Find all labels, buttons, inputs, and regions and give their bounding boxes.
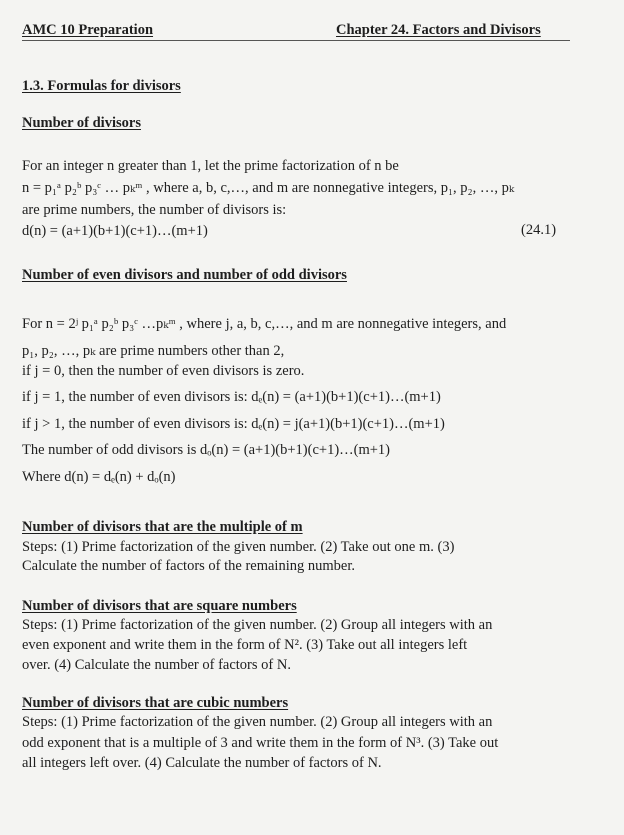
heading-even-odd-divisors: Number of even divisors and number of odd divisors xyxy=(22,267,347,283)
heading-square-numbers: Number of divisors that are square numbers xyxy=(22,598,297,614)
equation-number: (24.1) xyxy=(521,222,557,238)
header-left: AMC 10 Preparation xyxy=(22,22,154,38)
section-title: 1.3. Formulas for divisors xyxy=(22,78,181,94)
even-odd-line-3: if j = 0, then the number of even divisors is zero. xyxy=(22,363,305,379)
cubic-line-3: all integers left over. (4) Calculate the number of factors of N. xyxy=(22,755,382,771)
cubic-line-2: odd exponent that is a multiple of 3 and write them in the form of N³. (3) Take out xyxy=(22,735,499,751)
even-odd-line-4: if j = 1, the number of even divisors is: dₑ(n) = (a+1)(b+1)(c+1)…(m+1) xyxy=(22,389,441,405)
header-rule xyxy=(22,40,570,41)
square-line-2: even exponent and write them in the form of N². (3) Take out all integers left xyxy=(22,637,468,653)
header-right: Chapter 24. Factors and Divisors xyxy=(336,22,541,38)
multiple-of-m-line-1: Steps: (1) Prime factorization of the given number. (2) Take out one m. (3) xyxy=(22,539,455,555)
even-odd-line-1: For n = 2ʲ p₁ᵃ p₂ᵇ p₃ᶜ …pₖᵐ , where j, a, b, c,…, and m are nonnegative integers, and xyxy=(22,316,507,332)
multiple-of-m-line-2: Calculate the number of factors of the remaining number. xyxy=(22,558,355,574)
square-line-3: over. (4) Calculate the number of factors of N. xyxy=(22,657,291,673)
even-odd-line-7: Where d(n) = dₑ(n) + dₒ(n) xyxy=(22,469,176,485)
even-odd-line-6: The number of odd divisors is dₒ(n) = (a+1)(b+1)(c+1)…(m+1) xyxy=(22,442,391,458)
divisors-line-3: are prime numbers, the number of divisors is: xyxy=(22,202,287,218)
even-odd-line-5: if j > 1, the number of even divisors is: dₑ(n) = j(a+1)(b+1)(c+1)…(m+1) xyxy=(22,416,445,432)
heading-cubic-numbers: Number of divisors that are cubic numbers xyxy=(22,695,289,711)
cubic-line-1: Steps: (1) Prime factorization of the given number. (2) Group all integers with an xyxy=(22,714,493,730)
heading-number-of-divisors: Number of divisors xyxy=(22,115,141,131)
heading-multiple-of-m: Number of divisors that are the multiple of m xyxy=(22,519,303,535)
even-odd-line-2: p₁, p₂, …, pₖ are prime numbers other than 2, xyxy=(22,343,285,359)
divisors-line-2: n = p₁ᵃ p₂ᵇ p₃ᶜ … pₖᵐ , where a, b, c,…, and m are nonnegative integers, p₁, p₂, …, pₖ xyxy=(22,180,515,196)
divisors-formula: d(n) = (a+1)(b+1)(c+1)…(m+1) xyxy=(22,223,208,239)
divisors-line-1: For an integer n greater than 1, let the prime factorization of n be xyxy=(22,158,399,174)
square-line-1: Steps: (1) Prime factorization of the given number. (2) Group all integers with an xyxy=(22,617,493,633)
